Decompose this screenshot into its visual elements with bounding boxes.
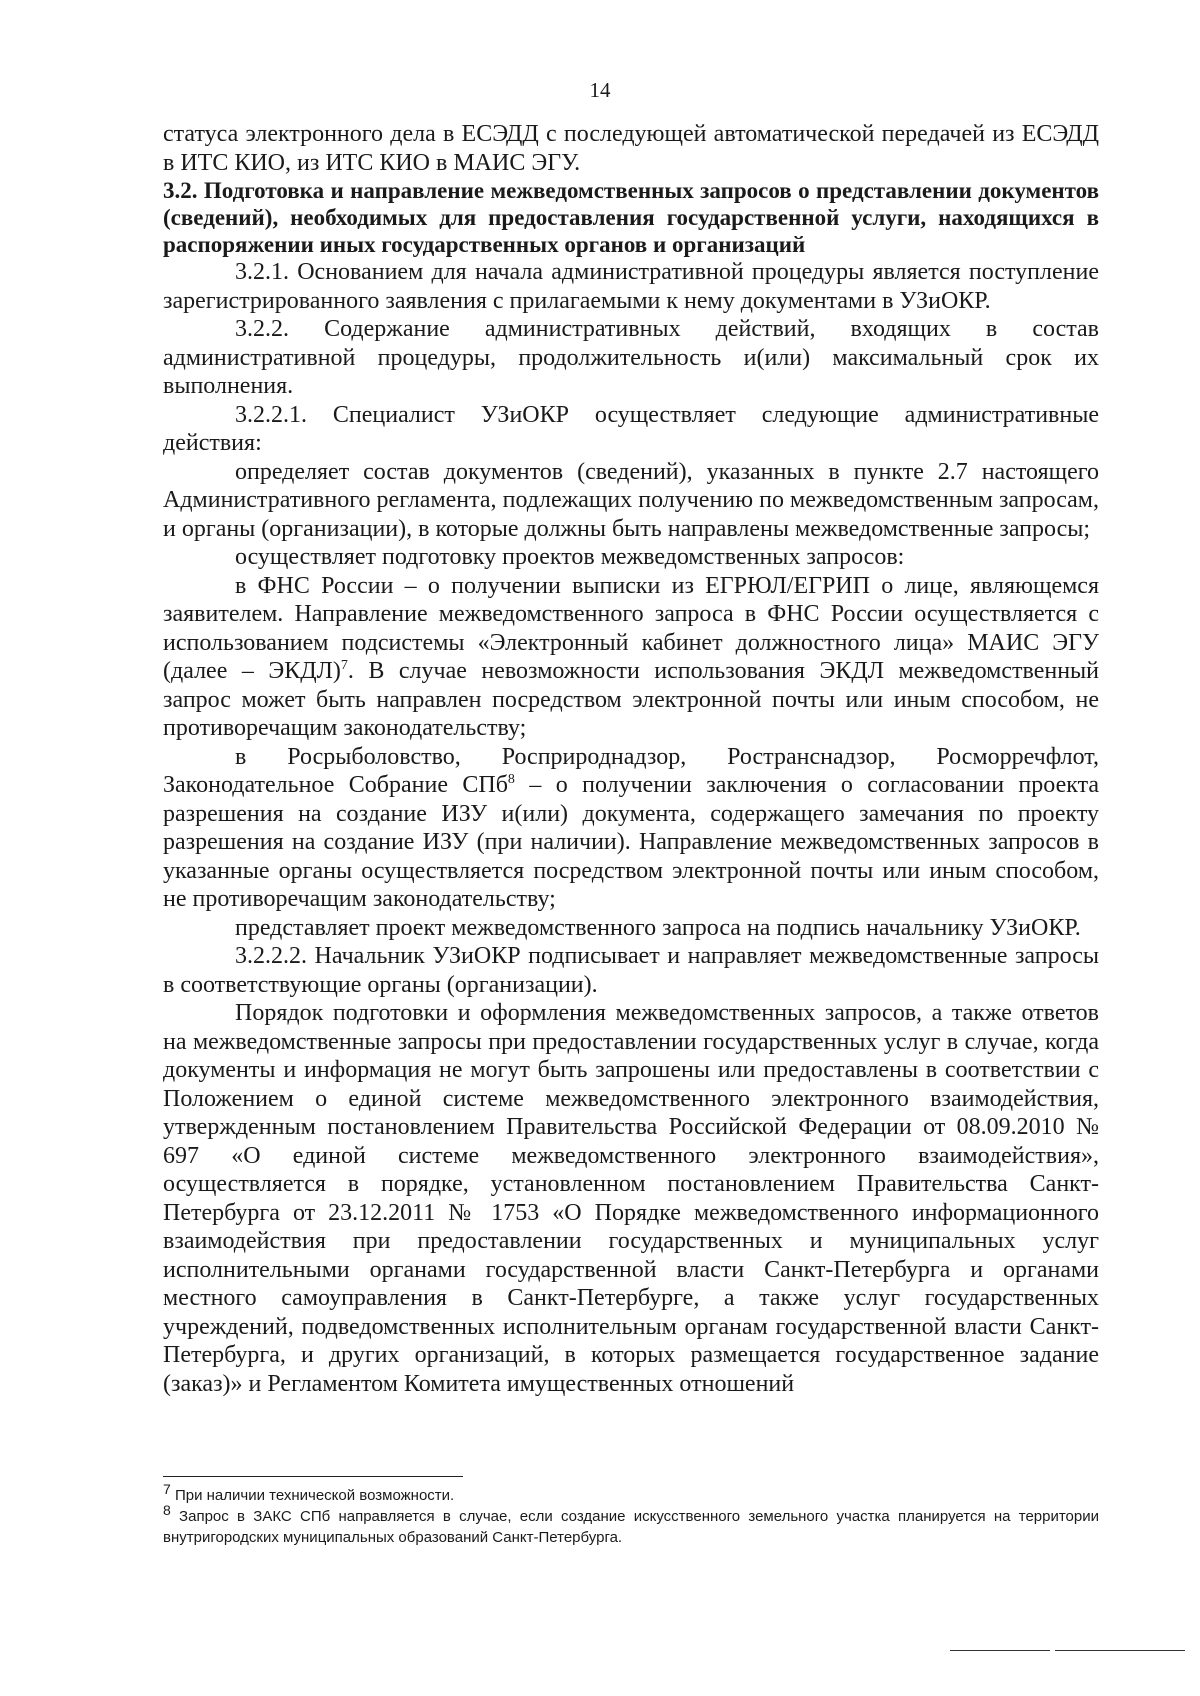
page-number: 14 [589, 78, 611, 102]
paragraph-3-2-1: 3.2.1. Основанием для начала административной процедуры является поступление зарегистрированного заявления с прилагаемыми к нему документами в УЗиОКР. [163, 259, 1099, 314]
paragraph-prepares-requests: осуществляет подготовку проектов межведомственных запросов: [235, 544, 905, 570]
footnote-ref-8: 8 [507, 772, 515, 787]
paragraph-determines-documents: определяет состав документов (сведений), указанных в пункте 2.7 настоящего Административного регламента, подлежащих получению по межведомственным запросам, и органы (организации), в которые должны быть направлены межведомственные запросы; [163, 458, 1099, 542]
footnote-mark-8: 8 [163, 1502, 171, 1518]
footnote-8 [163, 1502, 1099, 1548]
fns-text-a: в ФНС России – о получении выписки из ЕГРЮЛ/ЕГРИП о лице, являющемся заявителем. Направление межведомственного запроса в ФНС России осуществляется с использованием подсистемы «Электронный кабинет должностного лица» МАИС ЭГУ (далее – ЭКДЛ) [163, 572, 1099, 684]
footnote-7 [163, 1481, 1099, 1506]
footnote-mark-7: 7 [163, 1481, 171, 1497]
paragraph-continuation: статуса электронного дела в ЕСЭДД с последующей автоматической передачей из ЕСЭДД в ИТС КИО, из ИТС КИО в МАИС ЭГУ. [163, 121, 1099, 176]
footnote-ref-7: 7 [340, 658, 348, 673]
paragraph-3-2-2-1: 3.2.2.1. Специалист УЗиОКР осуществляет следующие административные действия: [163, 401, 1099, 456]
paragraph-submits-for-signature: представляет проект межведомственного запроса на подпись начальнику УЗиОКР. [235, 914, 1081, 941]
document-body [163, 120, 1099, 1398]
footnote-7-text: При наличии технической возможности. [170, 1487, 455, 1504]
fns-text-b: . В случае невозможности использования ЭКДЛ межведомственный запрос может быть направлен посредством электронной почты или иным способом, не противоречащим законодательству; [163, 658, 1100, 741]
footnote-8-text: Запрос в ЗАКС СПб направляется в случае, если создание искусственного земельного участка планируется на территории внутригородских муниципальных образований Санкт-Петербурга. [163, 1508, 1099, 1546]
paragraph-fns-request [163, 572, 1099, 743]
footnote-separator [163, 1476, 463, 1477]
paragraph-3-2-2: 3.2.2. Содержание административных действий, входящих в состав административной процедуры, продолжительность и(или) максимальный срок их выполнения. [163, 316, 1099, 399]
paragraph-procedure: Порядок подготовки и оформления межведомственных запросов, а также ответов на межведомственные запросы при предоставлении государственных услуг в случае, когда документы и информация не могут быть запрошены или предоставлены в соответствии с Положением о единой системе межведомственного электронного взаимодействия, утвержденным постановлением Правительства Российской Федерации от 08.09.2010 № 697 «О единой системе межведомственного электронного взаимодействия», осуществляется в порядке, установленном постановлением Правительства Санкт-Петербурга от 23.12.2011 № 1753 «О Порядке межведомственного информационного взаимодействия при предоставлении государственных и муниципальных услуг исполнительными органами государственной власти Санкт-Петербурга и органами местного самоуправления в Санкт-Петербурге, а также услуг государственных учреждений, подведомственных исполнительным органам государственной власти Санкт-Петербурга, и других организаций, в которых размещается государственное задание (заказ)» и Регламентом Комитета имущественных отношений [163, 1000, 1099, 1397]
agencies-text-b: – о получении заключения о согласовании проекта разрешения на создание ИЗУ и(или) документа, содержащего замечания по проекту разрешения на создание ИЗУ (при наличии). Направление межведомственных запросов в указанные органы осуществляется посредством электронной почты или иным способом, не противоречащим законодательству; [163, 772, 1099, 912]
scan-artifact-line [950, 1650, 1050, 1651]
footnotes [163, 1481, 1099, 1548]
paragraph-3-2-2-2: 3.2.2.2. Начальник УЗиОКР подписывает и направляет межведомственные запросы в соответствующие органы (организации). [163, 943, 1099, 998]
scan-artifact-line [1055, 1650, 1185, 1651]
section-heading: 3.2. Подготовка и направление межведомственных запросов о представлении документов (сведений), необходимых для предоставления государственной услуги, находящихся в распоряжении иных государственных органов и организаций [163, 178, 1099, 257]
agencies-text-a: в Росрыболовство, Росприроднадзор, Ространснадзор, Росморречфлот, Законодательное Собрание СПб [163, 743, 1099, 798]
paragraph-agencies-request [163, 743, 1099, 914]
